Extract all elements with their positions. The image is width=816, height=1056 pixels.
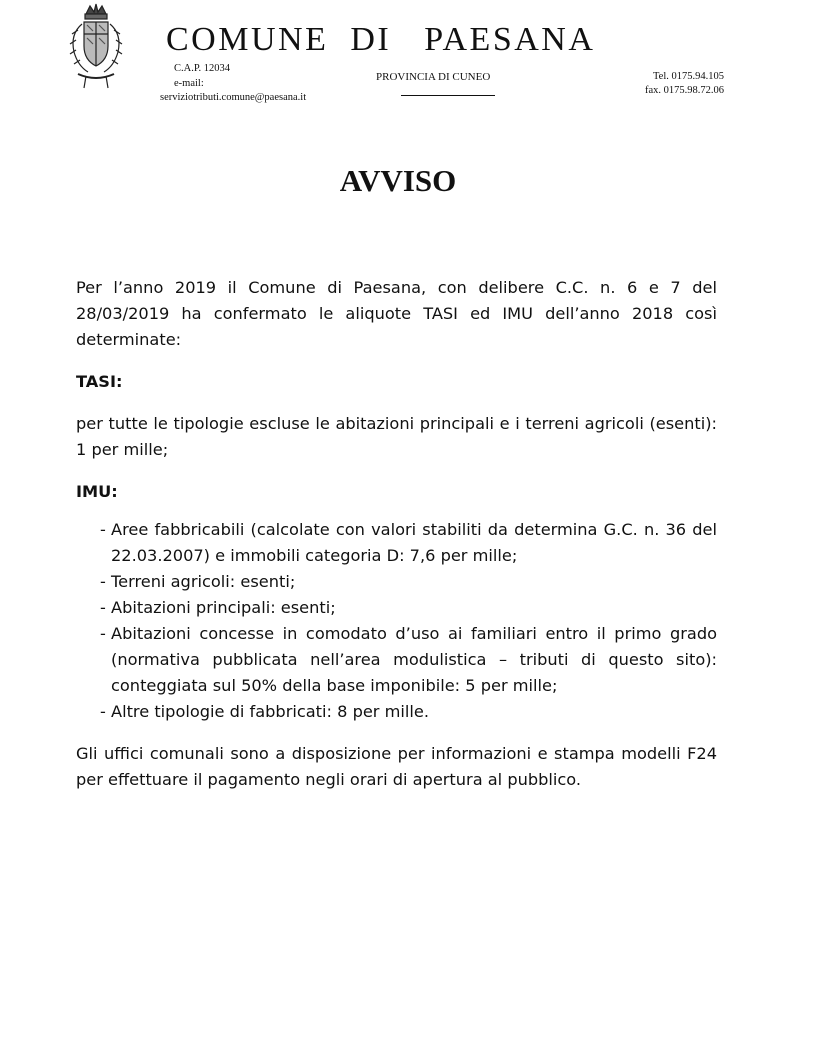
notice-title: AVVISO bbox=[339, 163, 457, 198]
list-dash: - bbox=[100, 624, 106, 643]
list-dash: - bbox=[100, 572, 106, 591]
list-item: - Terreni agricoli: esenti; bbox=[76, 569, 717, 595]
tasi-heading: TASI: bbox=[76, 372, 123, 391]
province: PROVINCIA DI CUNEO bbox=[376, 71, 491, 83]
notice-body bbox=[76, 275, 717, 793]
list-dash: - bbox=[100, 702, 106, 721]
email-address: serviziotributi.comune@paesana.it bbox=[160, 92, 307, 103]
postal-code: C.A.P. 12034 bbox=[174, 63, 231, 74]
coat-of-arms-icon bbox=[64, 0, 128, 96]
list-item: - Aree fabbricabili (calcolate con valori stabiliti da determina G.C. n. 36 del 22.03.2007) e immobili categoria D: 7,6 per mille; bbox=[76, 517, 717, 569]
telephone: Tel. 0175.94.105 bbox=[652, 71, 724, 82]
list-item: - Abitazioni principali: esenti; bbox=[76, 595, 717, 621]
tasi-paragraph: per tutte le tipologie escluse le abitazioni principali e i terreni agricoli (esenti): 1 per mille; bbox=[76, 414, 717, 459]
imu-list bbox=[76, 517, 717, 725]
list-item: - Abitazioni concesse in comodato d’uso ai familiari entro il primo grado (normativa pubblicata nell’area modulistica – tributi di questo sito): conteggiata sul 50% della base imponibile: 5 per mille; bbox=[76, 621, 717, 699]
imu-heading: IMU: bbox=[76, 482, 118, 501]
list-dash: - bbox=[100, 598, 106, 617]
list-item: - Altre tipologie di fabbricati: 8 per mille. bbox=[76, 699, 717, 725]
list-dash: - bbox=[100, 520, 106, 539]
email-label: e-mail: bbox=[174, 78, 204, 89]
province-underline bbox=[401, 95, 495, 96]
fax: fax. 0175.98.72.06 bbox=[644, 85, 724, 96]
town-name: COMUNE DI PAESANA bbox=[166, 21, 596, 58]
intro-paragraph: Per l’anno 2019 il Comune di Paesana, con delibere C.C. n. 6 e 7 del 28/03/2019 ha confermato le aliquote TASI ed IMU dell’anno 2018 così determinate: bbox=[76, 278, 717, 349]
closing-paragraph: Gli uffici comunali sono a disposizione per informazioni e stampa modelli F24 per effettuare il pagamento negli orari di apertura al pubblico. bbox=[76, 744, 717, 789]
